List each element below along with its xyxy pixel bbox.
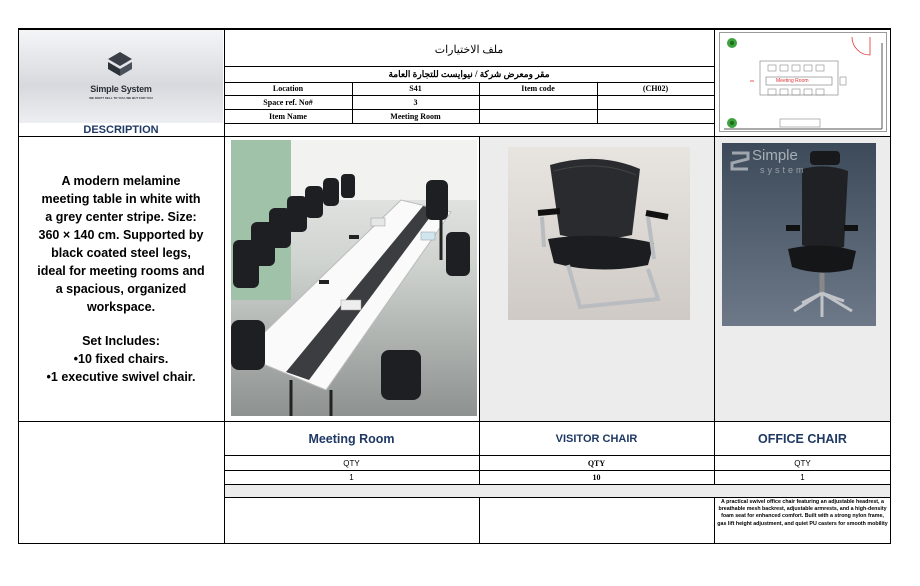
plan-room-label: Meeting Room xyxy=(776,78,809,84)
location-label: Location xyxy=(272,84,304,93)
meeting-table-photo xyxy=(231,140,477,416)
description-line: 360 × 140 cm. Supported by xyxy=(38,228,204,242)
description-line: a grey center stripe. Size: xyxy=(45,210,197,224)
description-line: meeting table in white with xyxy=(41,192,201,206)
plant-icon xyxy=(727,38,737,48)
description-line: black coated steel legs, xyxy=(51,246,191,260)
description-block xyxy=(19,172,223,386)
item-name-value: Meeting Room xyxy=(390,111,441,121)
qty-label: QTY xyxy=(343,458,360,468)
qty-label: QTY xyxy=(794,458,811,468)
logo-tagline: WE DON'T SELL TO YOU, WE BUY FOR YOU xyxy=(89,96,153,100)
location-value: S41 xyxy=(409,84,422,93)
product-name-meeting-room: Meeting Room xyxy=(308,431,395,446)
description-line: A modern melamine xyxy=(61,174,181,188)
qty-spacer xyxy=(225,485,890,497)
header-subtitle: مقر ومعرض شركة / نيوايست للتجارة العامة xyxy=(388,69,550,79)
header-title: ملف الاختيارات xyxy=(434,43,504,56)
item-code-label: Item code xyxy=(521,84,555,93)
visitor-chair-photo xyxy=(508,147,690,320)
plant-icon xyxy=(727,118,737,128)
description-heading: DESCRIPTION xyxy=(83,124,159,136)
product-name-visitor-chair: VISITOR CHAIR xyxy=(555,432,638,445)
description-line: ideal for meeting rooms and xyxy=(37,264,205,278)
floor-plan xyxy=(719,32,887,132)
space-ref-label: Space ref. No# xyxy=(263,97,313,107)
set-item: •10 fixed chairs. xyxy=(73,352,169,366)
watermark-s-icon xyxy=(730,149,750,173)
description-line: a spacious, organized xyxy=(55,282,187,296)
set-item: •1 executive swivel chair. xyxy=(46,370,196,384)
office-chair-note: A practical swivel office chair featuring an adjustable headrest, a breathable mesh backrest, adjustable armrests, and a high-density foam seat for enhanced comfort. Built with a strong nylon frame, gas lift height adjustment, and quiet PU casters for smooth mobility xyxy=(717,499,888,527)
office-chair-photo xyxy=(722,143,876,326)
qty-value: 1 xyxy=(349,473,354,482)
logo-brand: Simple System xyxy=(90,84,152,94)
space-ref-value: 3 xyxy=(413,97,418,107)
item-name-label: Item Name xyxy=(269,111,307,121)
watermark-text: Simple xyxy=(752,147,798,164)
set-heading: Set Includes: xyxy=(82,334,160,348)
logo-cell xyxy=(19,30,223,123)
product-name-office-chair: OFFICE CHAIR xyxy=(758,431,847,446)
door-arc-icon xyxy=(852,37,870,55)
qty-value: 10 xyxy=(592,473,601,482)
watermark-subtext: system xyxy=(760,165,807,175)
description-line: workspace. xyxy=(86,300,156,314)
qty-label: QTY xyxy=(587,458,606,468)
item-code-value: (CH02) xyxy=(642,84,669,93)
logo-s-icon xyxy=(105,50,135,80)
qty-value: 1 xyxy=(800,473,805,482)
